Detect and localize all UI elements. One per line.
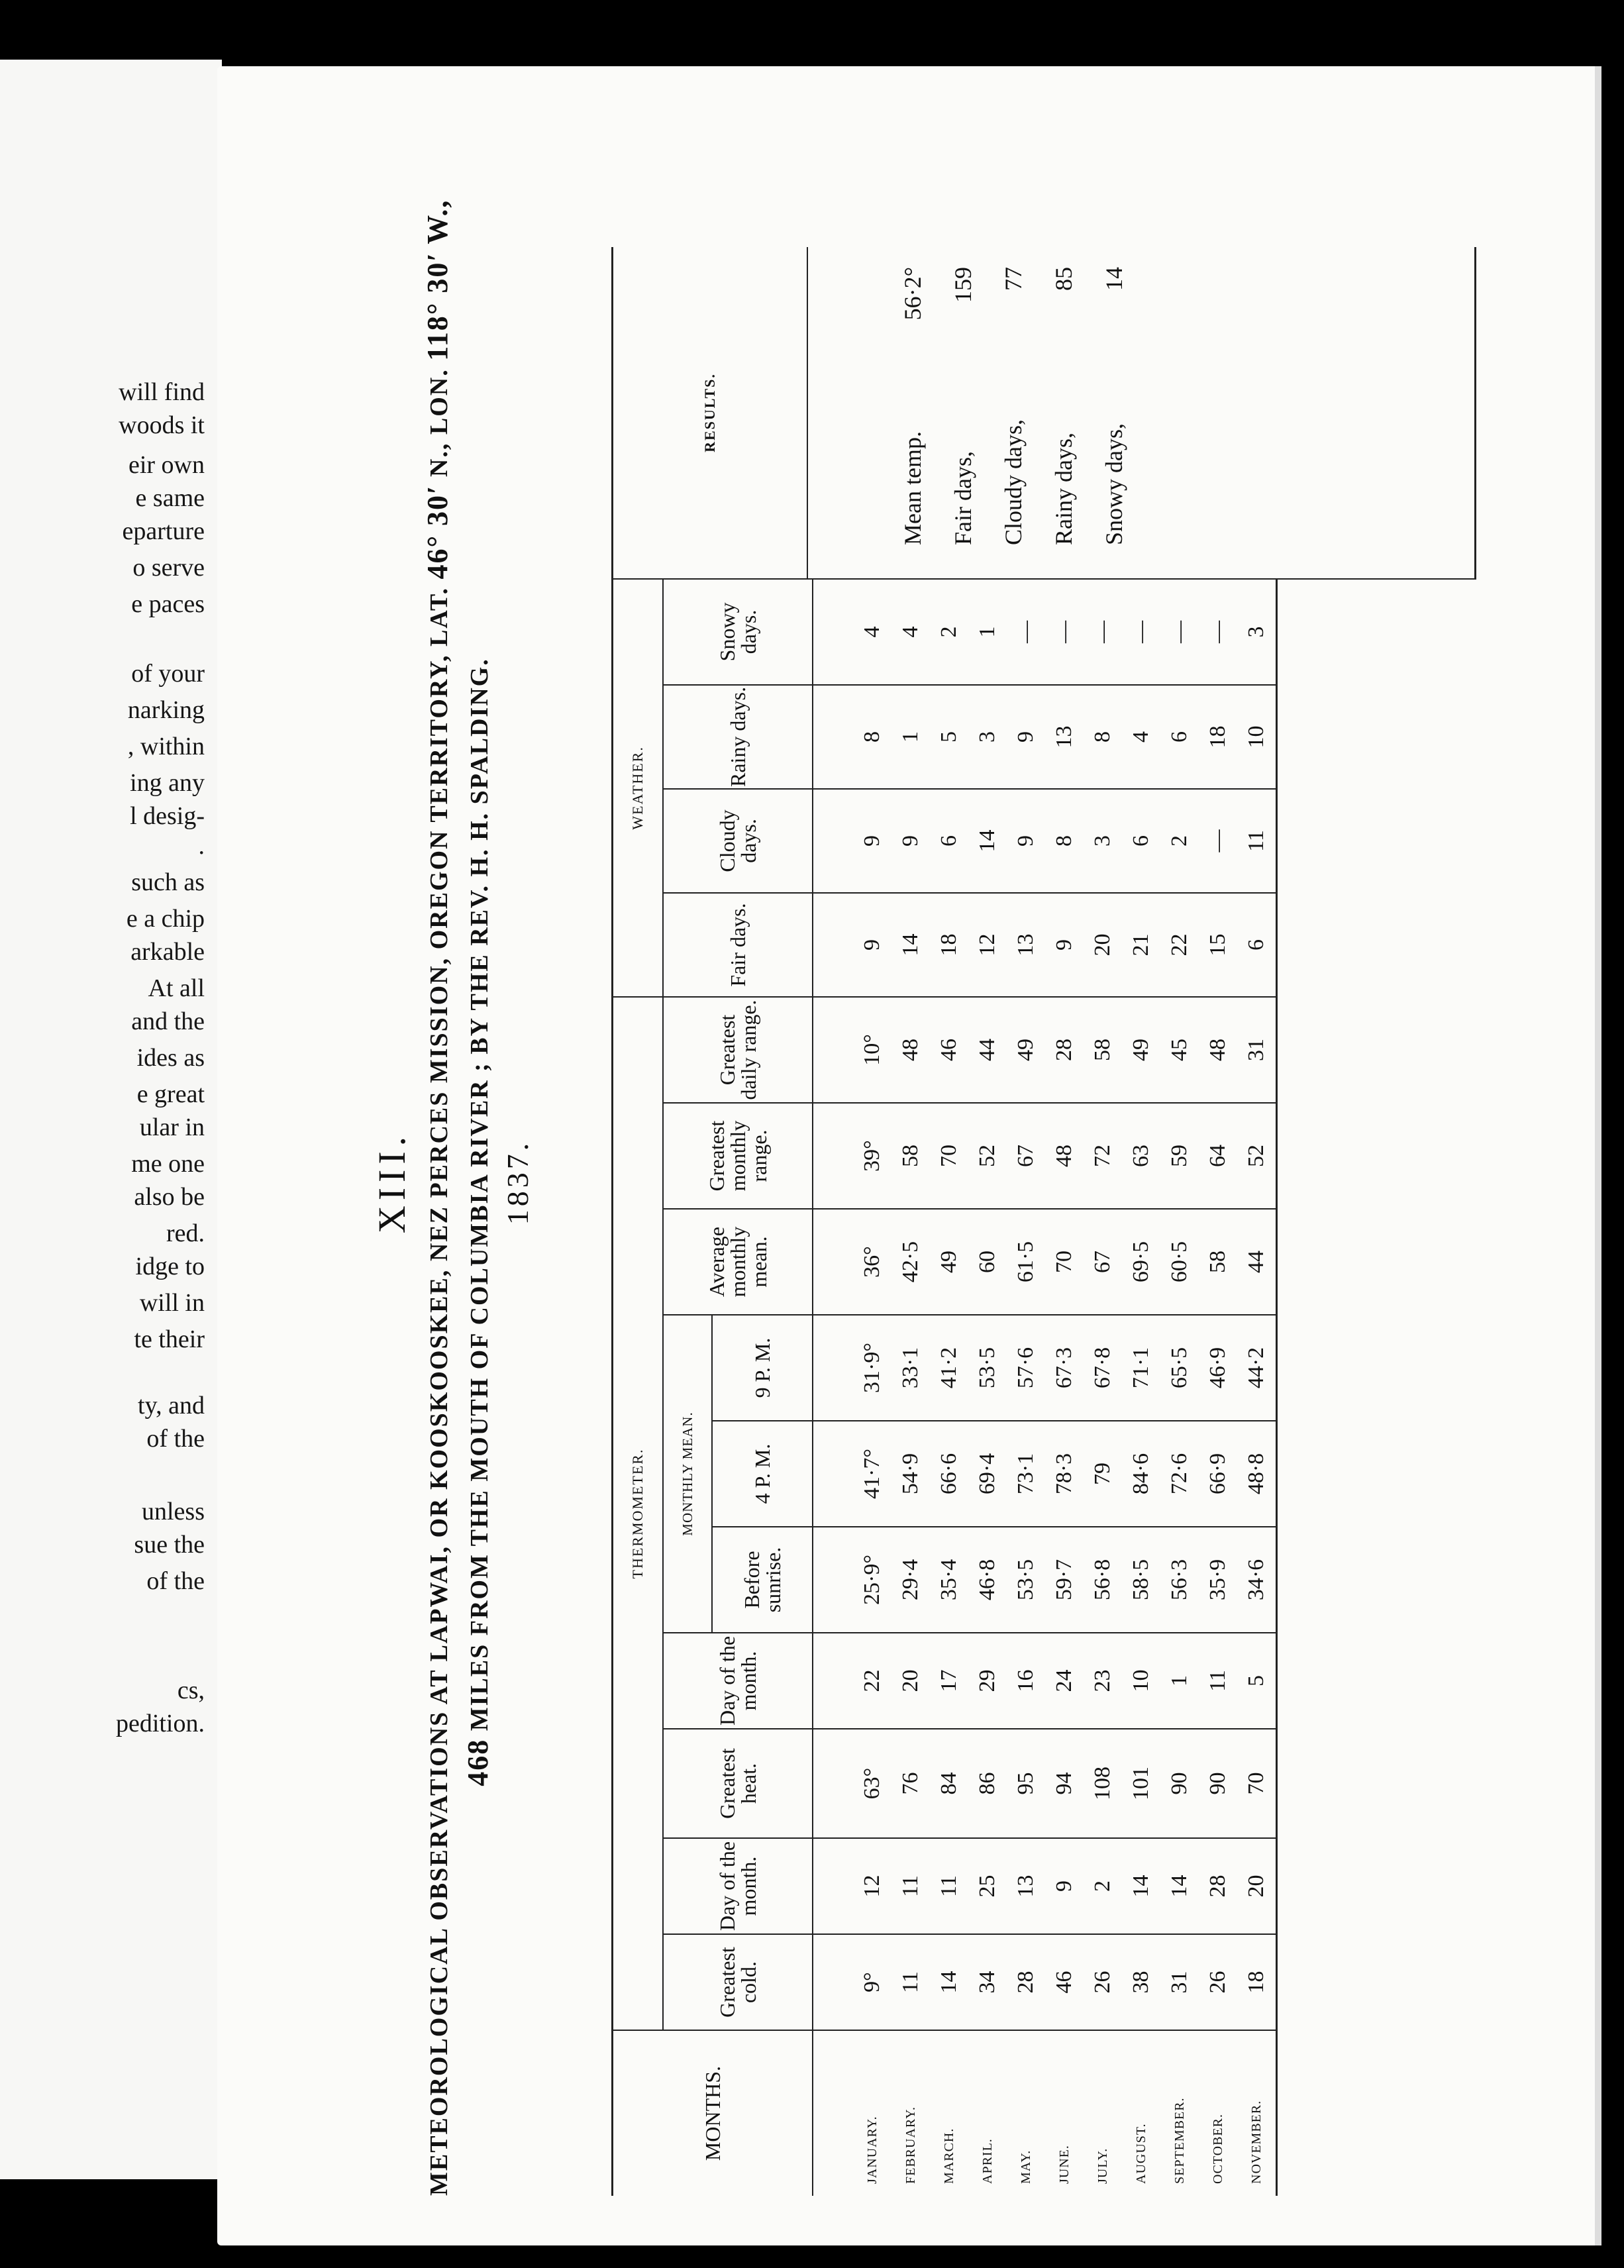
cell-fair: 6 [1237,893,1277,997]
cell-dheat: 5 [1237,1633,1277,1729]
month-label: OCTOBER. [1211,2114,1225,2184]
left-page-text-line: ing any [130,769,205,797]
cell-drange: 48 [1199,997,1237,1103]
cell-avg: 49 [930,1209,968,1315]
cell-cold: 34 [968,1934,1007,2030]
left-page-text-line: eir own [128,451,205,479]
cell-snowy: — [1122,580,1160,685]
cell-drange: 44 [968,997,1007,1103]
cell-rainy: 1 [891,685,930,789]
left-page-text-line: e a chip [126,905,205,933]
title-lon: 118° 30′ [421,252,454,361]
cell-drange: 48 [891,997,930,1103]
cell-pm9: 44·2 [1237,1315,1277,1421]
cell-avg: 42·5 [891,1209,930,1315]
cell-rainy: 4 [1122,685,1160,789]
cell-pm9: 53·5 [968,1315,1007,1421]
cell-pm9: 33·1 [891,1315,930,1421]
cell-cold: 9° [813,1934,891,2030]
cell-fair: 12 [968,893,1007,997]
results-item [938,247,988,578]
month-label: SEPTEMBER. [1172,2097,1187,2184]
cell-dcold: 11 [930,1838,968,1934]
month-label: MARCH. [942,2128,956,2184]
cell-dcold: 14 [1160,1838,1199,1934]
cell-sunrise: 35·9 [1199,1527,1237,1633]
left-page-text-line: ides as [136,1044,205,1072]
cell-dcold: 14 [1122,1838,1160,1934]
left-page-text-line: pedition. [115,1710,205,1737]
results-item [888,247,938,578]
table-row [1045,580,1084,2196]
left-page-text-line: unless [142,1498,205,1525]
heading-block [370,199,535,2196]
cell-mrange: 52 [1237,1103,1277,1209]
cell-avg: 60 [968,1209,1007,1315]
header-fair-days: Fair days. [663,893,813,997]
results-item [1089,247,1139,578]
table-row [1007,580,1045,2196]
table-row [968,580,1007,2196]
cell-fair: 20 [1084,893,1122,997]
left-page-text-line: cs, [177,1676,205,1704]
cell-dheat: 11 [1199,1633,1237,1729]
left-page-text-line: of the [146,1425,205,1453]
cell-rainy: 8 [813,685,891,789]
cell-sunrise: 58·5 [1122,1527,1160,1633]
cell-rainy: 5 [930,685,968,789]
cell-dcold: 11 [891,1838,930,1934]
cell-dheat: 1 [1160,1633,1199,1729]
cell-dcold: 12 [813,1838,891,1934]
header-average-mean: Average monthly mean. [663,1209,813,1315]
cell-sunrise: 35·4 [930,1527,968,1633]
header-rainy-days: Rainy days. [663,685,813,789]
header-monthly-mean: MONTHLY MEAN. [663,1315,712,1633]
month-label: MAY. [1019,2149,1033,2184]
cell-avg: 67 [1084,1209,1122,1315]
title-end: W., [421,199,454,244]
month-label: FEBRUARY. [903,2106,918,2184]
cell-mrange: 64 [1199,1103,1237,1209]
left-page-text-line: narking [127,696,205,724]
header-months: MONTHS. [613,2030,813,2196]
cell-rainy: 3 [968,685,1007,789]
header-thermometer: THERMOMETER. [613,997,664,2030]
cell-heat: 90 [1199,1729,1237,1838]
results-label: Rainy days, [1050,433,1077,545]
cell-mrange: 67 [1007,1103,1045,1209]
cell-snowy: 3 [1237,580,1277,685]
header-greatest-heat: Greatest heat. [663,1729,813,1838]
cell-avg: 60·5 [1160,1209,1199,1315]
cell-pm4: 79 [1084,1421,1122,1527]
cell-pm9: 67·3 [1045,1315,1084,1421]
left-page-text-line: l desig- [130,802,205,830]
cell-mrange: 52 [968,1103,1007,1209]
left-page-text-line: o serve [132,554,205,582]
cell-heat: 76 [891,1729,930,1838]
cell-dheat: 24 [1045,1633,1084,1729]
month-label: NOVEMBER. [1249,2100,1264,2184]
cell-snowy: — [1045,580,1084,685]
cell-pm4: 41·7° [813,1421,891,1527]
cell-snowy: — [1160,580,1199,685]
cell-pm9: 71·1 [1122,1315,1160,1421]
cell-pm4: 48·8 [1237,1421,1277,1527]
cell-dcold: 28 [1199,1838,1237,1934]
cell-fair: 21 [1122,893,1160,997]
cell-rainy: 9 [1007,685,1045,789]
results-value: 56·2° [899,267,926,321]
cell-dcold: 13 [1007,1838,1045,1934]
cell-fair: 9 [813,893,891,997]
left-page-text-line: At all [148,974,205,1002]
cell-cold: 18 [1237,1934,1277,2030]
header-before-sunrise: Before sunrise. [712,1527,813,1633]
header-cloudy-days: Cloudy days. [663,789,813,893]
left-page-text-line: e same [135,484,205,512]
title-prefix: METEOROLOGICAL OBSERVATIONS AT LAPWAI, OR KOOSKOOSKEE, NEZ PERCES MISSION, OREGON TERRITORY, LAT. [425,587,453,2196]
table-row [1084,580,1122,2196]
cell-heat: 101 [1122,1729,1160,1838]
cell-snowy: — [1007,580,1045,685]
results-value: 14 [1101,267,1127,291]
cell-heat: 94 [1045,1729,1084,1838]
results-panel [611,247,1476,580]
header-9pm: 9 P. M. [712,1315,813,1421]
cell-pm4: 73·1 [1007,1421,1045,1527]
cell-drange: 31 [1237,997,1277,1103]
cell-drange: 10° [813,997,891,1103]
header-weather: WEATHER. [613,580,664,997]
meteorological-table [611,580,1278,2196]
results-item [1039,247,1089,578]
cell-mrange: 48 [1045,1103,1084,1209]
month-label: JUNE. [1057,2145,1072,2184]
table-row [930,580,968,2196]
cell-mrange: 63 [1122,1103,1160,1209]
cell-cold: 31 [1160,1934,1199,2030]
cell-heat: 84 [930,1729,968,1838]
cell-heat: 70 [1237,1729,1277,1838]
cell-heat: 86 [968,1729,1007,1838]
left-page-text-line: such as [131,868,205,896]
cell-fair: 13 [1007,893,1045,997]
page-subtitle [461,248,495,2196]
header-greatest-cold: Greatest cold. [663,1934,813,2030]
left-page-text-line: ular in [139,1113,205,1141]
cell-avg: 58 [1199,1209,1237,1315]
cell-dcold: 9 [1045,1838,1084,1934]
header-day-cold: Day of the month. [663,1838,813,1934]
cell-pm4: 66·9 [1199,1421,1237,1527]
month-label: APRIL. [980,2138,995,2184]
cell-rainy: 8 [1084,685,1122,789]
cell-cold: 26 [1084,1934,1122,2030]
left-page-text-line: arkable [130,938,205,966]
cell-fair: 22 [1160,893,1199,997]
cell-snowy: 1 [968,580,1007,685]
cell-dheat: 17 [930,1633,968,1729]
cell-rainy: 6 [1160,685,1199,789]
cell-drange: 49 [1007,997,1045,1103]
results-value: 159 [950,267,976,303]
cell-cloudy: 3 [1084,789,1122,893]
cell-avg: 61·5 [1007,1209,1045,1315]
left-page-text-line: of the [146,1567,205,1595]
cell-drange: 45 [1160,997,1199,1103]
cell-cold: 28 [1007,1934,1045,2030]
cell-cloudy: 11 [1237,789,1277,893]
cell-pm9: 57·6 [1007,1315,1045,1421]
cell-sunrise: 53·5 [1007,1527,1045,1633]
cell-pm9: 41·2 [930,1315,968,1421]
cell-drange: 58 [1084,997,1122,1103]
cell-cloudy: 9 [1007,789,1045,893]
results-value: 85 [1050,267,1077,291]
cell-fair: 14 [891,893,930,997]
cell-snowy: — [1199,580,1237,685]
cell-fair: 18 [930,893,968,997]
table-row [1237,580,1277,2196]
right-page [217,66,1601,2245]
results-label: Fair days, [950,451,976,545]
cell-sunrise: 56·8 [1084,1527,1122,1633]
cell-pm4: 69·4 [968,1421,1007,1527]
cell-dcold: 20 [1237,1838,1277,1934]
cell-dheat: 22 [813,1633,891,1729]
month-label: AUGUST. [1134,2123,1148,2184]
cell-avg: 70 [1045,1209,1084,1315]
cell-snowy: 4 [813,580,891,685]
cell-avg: 44 [1237,1209,1277,1315]
cell-cloudy: 2 [1160,789,1199,893]
cell-cloudy: 6 [930,789,968,893]
left-page-text-line: , within [127,733,205,760]
header-monthly-range: Greatest monthly range. [663,1103,813,1209]
cell-drange: 28 [1045,997,1084,1103]
header-4pm: 4 P. M. [712,1421,813,1527]
cell-cloudy: 14 [968,789,1007,893]
cell-rainy: 13 [1045,685,1084,789]
results-heading: RESULTS. [613,247,808,578]
cell-heat: 108 [1084,1729,1122,1838]
cell-pm4: 54·9 [891,1421,930,1527]
cell-mrange: 58 [891,1103,930,1209]
cell-mrange: 59 [1160,1103,1199,1209]
cell-avg: 69·5 [1122,1209,1160,1315]
year: 1837. [501,1139,534,1225]
cell-cloudy: 9 [891,789,930,893]
cell-dheat: 16 [1007,1633,1045,1729]
cell-heat: 95 [1007,1729,1045,1838]
left-page-text-line: will find [119,378,205,406]
cell-cold: 38 [1122,1934,1160,2030]
cell-pm4: 66·6 [930,1421,968,1527]
cell-mrange: 72 [1084,1103,1122,1209]
cell-pm4: 84·6 [1122,1421,1160,1527]
left-page-text-line: te their [134,1325,205,1353]
results-value: 77 [1000,267,1027,291]
cell-sunrise: 59·7 [1045,1527,1084,1633]
cell-fair: 15 [1199,893,1237,997]
cell-fair: 9 [1045,893,1084,997]
left-page-text-line: . [198,832,205,860]
left-page-text-line: sue the [134,1531,205,1559]
subtitle-text: MILES FROM THE MOUTH OF COLUMBIA RIVER ; BY THE REV. H. H. SPALDING. [466,658,493,1731]
page-title [421,199,454,2196]
cell-dheat: 20 [891,1633,930,1729]
left-page-text-line: of your [131,660,205,688]
results-label: Cloudy days, [1000,419,1027,545]
table-row [1160,580,1199,2196]
cell-cold: 26 [1199,1934,1237,2030]
section-number: XIII. [370,1131,413,1234]
left-page [0,60,222,2179]
cell-cold: 11 [891,1934,930,2030]
cell-sunrise: 29·4 [891,1527,930,1633]
table-row [813,580,891,2196]
cell-sunrise: 25·9° [813,1527,891,1633]
left-page-text-line: woods it [119,411,205,439]
cell-pm9: 31·9° [813,1315,891,1421]
left-page-text-line: will in [139,1289,205,1317]
cell-cold: 14 [930,1934,968,2030]
cell-pm4: 72·6 [1160,1421,1199,1527]
cell-snowy: 4 [891,580,930,685]
cell-dcold: 2 [1084,1838,1122,1934]
cell-heat: 63° [813,1729,891,1838]
month-label: JULY. [1095,2147,1110,2184]
left-page-text-line: ty, and [138,1392,205,1419]
page-edge [1595,66,1601,2245]
cell-snowy: — [1084,580,1122,685]
left-page-text-line: idge to [135,1253,205,1280]
left-page-text-line: also be [134,1183,205,1211]
title-lat: 46° 30′ [421,484,454,580]
results-label: Snowy days, [1101,423,1127,545]
rotated-content [370,199,1443,2196]
cell-pm9: 67·8 [1084,1315,1122,1421]
cell-dheat: 29 [968,1633,1007,1729]
subtitle-distance: 468 [462,1738,494,1786]
cell-dheat: 10 [1122,1633,1160,1729]
left-page-text-line: eparture [122,517,205,545]
cell-drange: 46 [930,997,968,1103]
cell-sunrise: 46·8 [968,1527,1007,1633]
month-label: JANUARY. [865,2116,880,2184]
left-page-text-line: red. [166,1219,205,1247]
cell-pm9: 65·5 [1160,1315,1199,1421]
cell-cold: 46 [1045,1934,1084,2030]
left-page-text-line: e paces [131,590,205,618]
cell-pm4: 78·3 [1045,1421,1084,1527]
results-label: Mean temp. [899,431,926,545]
cell-heat: 90 [1160,1729,1199,1838]
table-row [891,580,930,2196]
cell-rainy: 18 [1199,685,1237,789]
cell-cloudy: 8 [1045,789,1084,893]
table-row [1122,580,1160,2196]
left-page-text-line: e great [136,1080,205,1108]
cell-pm9: 46·9 [1199,1315,1237,1421]
left-page-text-line: and the [131,1007,205,1035]
header-day-heat: Day of the month. [663,1633,813,1729]
title-mid: N., LON. [425,368,453,478]
cell-cloudy: 6 [1122,789,1160,893]
cell-cloudy: — [1199,789,1237,893]
cell-sunrise: 34·6 [1237,1527,1277,1633]
left-page-text-line: me one [131,1150,205,1178]
cell-dcold: 25 [968,1838,1007,1934]
header-snowy-days: Snowy days. [663,580,813,685]
cell-dheat: 23 [1084,1633,1122,1729]
cell-rainy: 10 [1237,685,1277,789]
table-row [1199,580,1237,2196]
cell-mrange: 39° [813,1103,891,1209]
cell-snowy: 2 [930,580,968,685]
cell-avg: 36° [813,1209,891,1315]
cell-drange: 49 [1122,997,1160,1103]
header-daily-range: Greatest daily range. [663,997,813,1103]
results-item [988,247,1039,578]
cell-sunrise: 56·3 [1160,1527,1199,1633]
cell-cloudy: 9 [813,789,891,893]
cell-mrange: 70 [930,1103,968,1209]
